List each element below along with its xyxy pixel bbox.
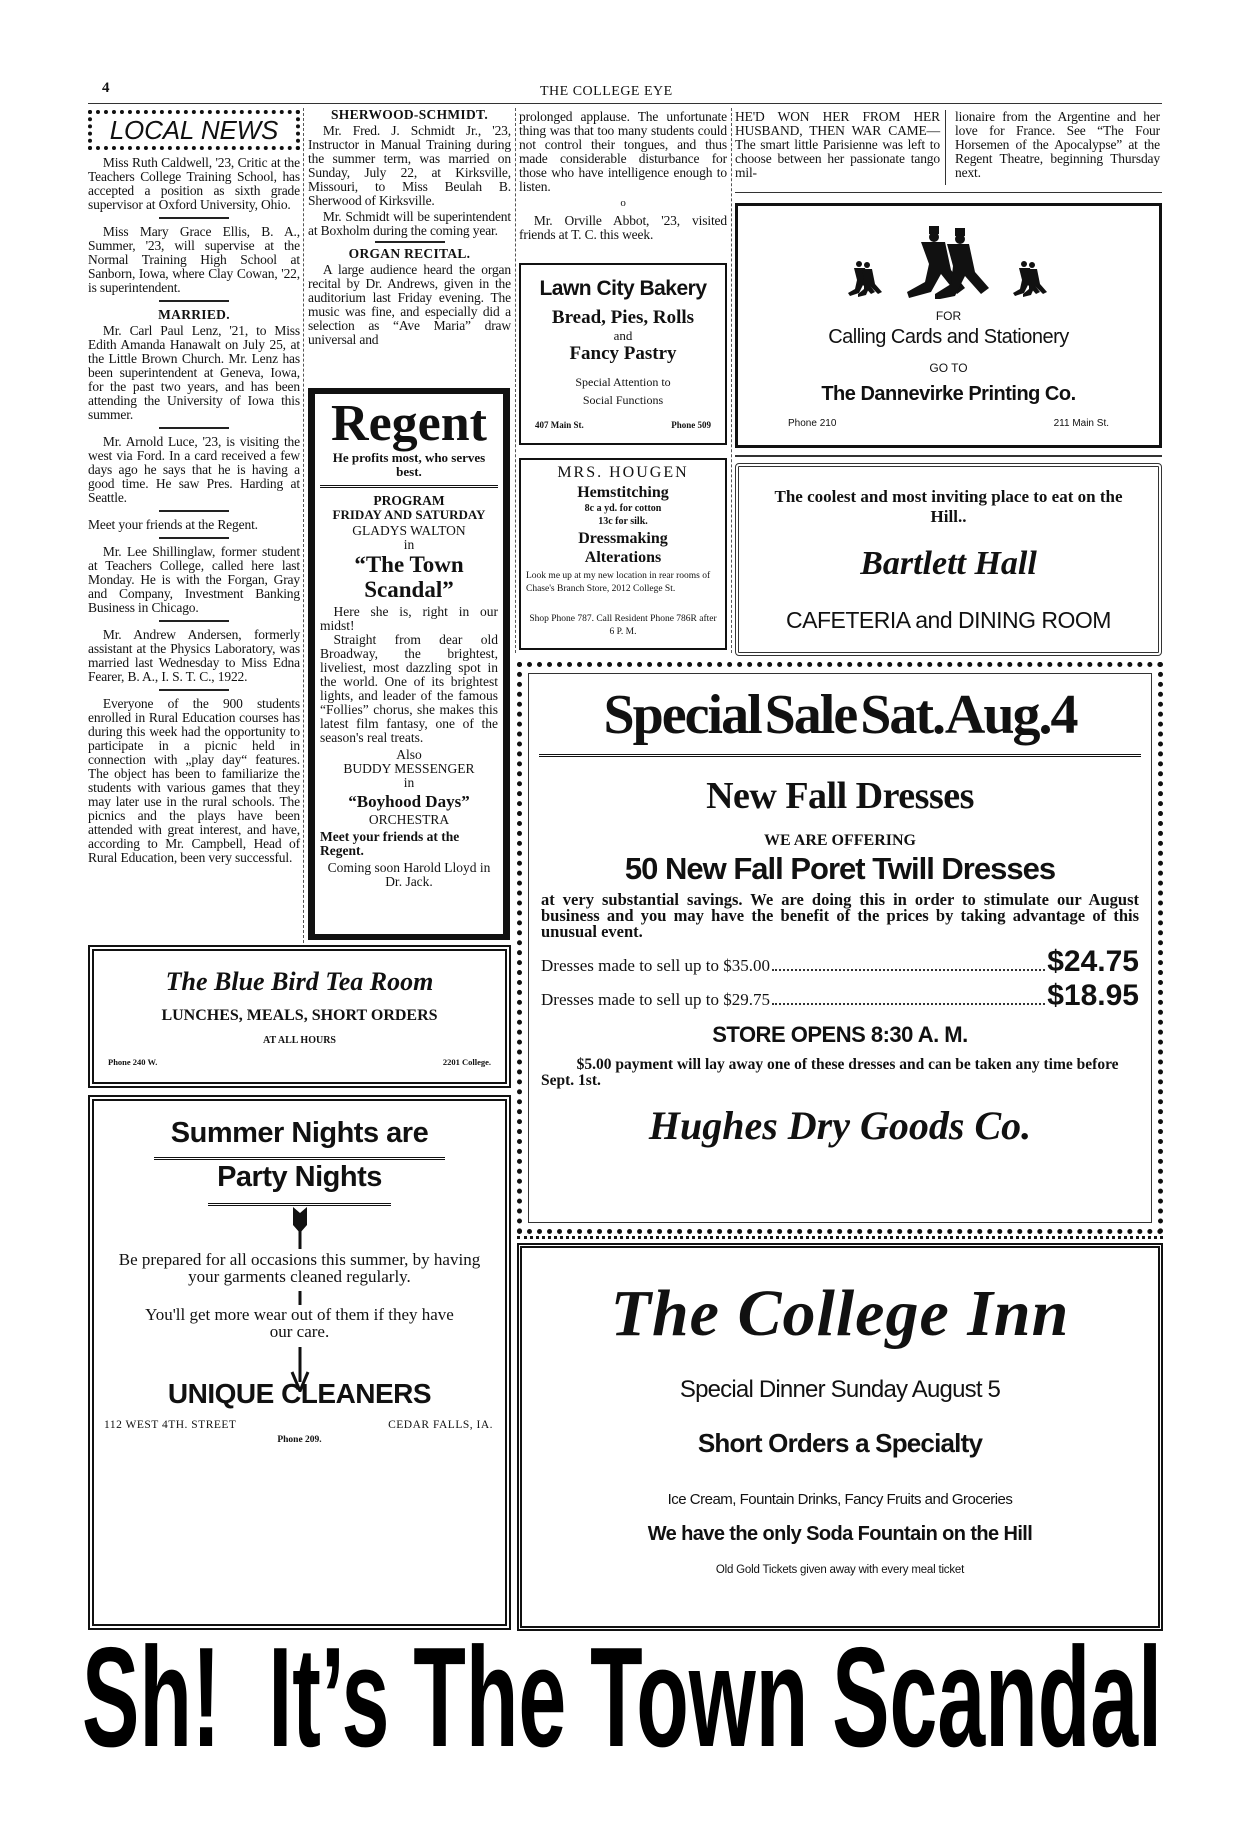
- divider: [517, 1236, 1163, 1239]
- store-name: Hughes Dry Goods Co.: [648, 1103, 1032, 1148]
- masthead: THE COLLEGE EYE: [540, 84, 673, 99]
- bakery-name: Lawn City Bakery: [539, 277, 707, 300]
- coming-soon: Coming soon Harold Lloyd in Dr. Jack.: [327, 860, 491, 889]
- also-label: Also: [396, 747, 422, 762]
- program-days: FRIDAY AND SATURDAY: [332, 507, 486, 522]
- dannevirke-ad: [735, 203, 1162, 448]
- local-news-title: LOCAL NEWS: [109, 115, 279, 145]
- bluebird-hours: AT ALL HOURS: [263, 1035, 336, 1046]
- price-value: $24.75: [1047, 945, 1139, 978]
- sale-sub: New Fall Dresses: [706, 775, 974, 817]
- walking-men-logo: [843, 224, 1053, 299]
- divider: [375, 241, 445, 243]
- hougen-line: Look me up at my new location in rear rooms of Chase's Branch Store, 2012 College St.: [526, 571, 711, 594]
- horsemen-right: lionaire from the Argentine and her love for France. See “The Four Horsemen of the Apocalypse” at the Regent Theatre, beginning Thursday next.: [955, 109, 1160, 180]
- college-inn-ad: [517, 1243, 1163, 1631]
- bluebird-address: 2201 College.: [442, 1057, 491, 1067]
- news-item: Everyone of the 900 students enrolled in Rural Education courses has during this week had the opportunity to participate in a picnic held in connection with „play day“ features. The object has been to familiarize the students with various games that they may later use in the rural schools. The picnics and the plays have been attended with great interest, and have, according to Mr. Campbell, Head of Rural Education, been very successful.: [88, 696, 300, 865]
- divider: [159, 510, 229, 512]
- program-label: PROGRAM: [373, 493, 445, 508]
- organ-text: A large audience heard the organ recital by Dr. Andrews, given in the auditorium last Friday evening. The music was fine, and especially did a selection as “Ave Maria” draw universal and: [308, 262, 511, 347]
- organ-text: prolonged applause. The unfortunate thing was that too many students could not control their tongues, and thus made considerable disturbance for those who have intelligence enough to listen.: [519, 109, 727, 194]
- divider: [735, 455, 1162, 457]
- bartlett-tagline: The coolest and most inviting place to eat on the Hill..: [774, 487, 1123, 526]
- sherwood-heading: SHERWOOD-SCHMIDT.: [330, 107, 488, 122]
- dannevirke-for: FOR: [935, 309, 962, 323]
- column-rule: [731, 108, 732, 653]
- inn-line: Old Gold Tickets given away with every meal ticket: [715, 1564, 965, 1576]
- divider: [735, 192, 1162, 193]
- hougen-line: 13c for silk.: [598, 516, 648, 527]
- film-text: Here she is, right in our midst!: [320, 604, 498, 633]
- unique-cleaners-ad: [88, 1095, 511, 1630]
- unique-phone: Phone 209.: [277, 1435, 322, 1445]
- bakery-phone: Phone 509: [671, 420, 711, 430]
- price-label: Dresses made to sell up to $35.00: [541, 956, 770, 975]
- horsemen-left: HE'D WON HER FROM HER HUSBAND, THEN WAR CAME—The smart little Parisienne was left to choose between her passionate tango mil-: [735, 109, 940, 180]
- film-text: Straight from dear old Broadway, the brightest, liveliest, most dazzling spot in the world. One of its brightest lights, and leader of the famous “Follies” chorus, she makes this latest film fantasy, one of the season's real treats.: [320, 632, 498, 745]
- sale-body: at very substantial savings. We are doing this in order to stimulate our August business and you may have the benefit of the prices by taking advantage of this unusual event.: [541, 890, 1139, 941]
- in-label: in: [403, 775, 415, 790]
- divider: [159, 620, 229, 622]
- news-item: Miss Mary Grace Ellis, B. A., Summer, '23, will supervise at the Normal Training High School at Sanborn, Iowa, where Clay Cowan, '22, is superintendent.: [88, 224, 300, 295]
- inn-line: Special Dinner Sunday August 5: [679, 1376, 1001, 1403]
- header-rule: [88, 103, 1162, 104]
- hougen-name: MRS. HOUGEN: [557, 464, 689, 481]
- in-label: in: [403, 537, 415, 552]
- hougen-line: Hemstitching: [577, 484, 669, 501]
- divider: [159, 427, 229, 429]
- star-name: GLADYS WALTON: [352, 523, 466, 538]
- star2-name: BUDDY MESSENGER: [343, 761, 475, 776]
- arrow-icon: [290, 1207, 310, 1392]
- divider: [159, 217, 229, 219]
- divider: [159, 689, 229, 691]
- sale-offering: WE ARE OFFERING: [763, 832, 916, 849]
- rule: [208, 1203, 391, 1206]
- bartlett-sub: CAFETERIA and DINING ROOM: [786, 607, 1111, 633]
- price-label: Dresses made to sell up to $29.75: [541, 990, 770, 1009]
- inn-line: We have the only Soda Fountain on the Hill: [647, 1523, 1033, 1545]
- news-item: Mr. Andrew Andersen, formerly assistant at the Physics Laboratory, was married last Wednesday to Miss Edna Fearer, B. A., I. S. T. C., 1922.: [88, 627, 300, 684]
- local-news-column: [88, 110, 300, 867]
- organ-heading: ORGAN RECITAL.: [348, 246, 471, 261]
- news-item: Mr. Lee Shillinglaw, former student at Teachers College, called here last Monday. He is with the Forgan, Gray and Company, Investment Banking Business in Chicago.: [88, 544, 300, 615]
- rule: [154, 1157, 445, 1160]
- sherwood-column: [308, 108, 511, 349]
- price-dots: [772, 995, 1045, 1005]
- married-heading: MARRIED.: [158, 307, 230, 322]
- bluebird-line: LUNCHES, MEALS, SHORT ORDERS: [161, 1007, 438, 1024]
- unique-text: You'll get more wear out of them if they have our care.: [145, 1305, 454, 1341]
- price-value: $18.95: [1047, 979, 1139, 1012]
- headline-rule: [539, 754, 1141, 757]
- news-item: Mr. Carl Paul Lenz, '21, to Miss Edith Amanda Hanawalt on July 25, at the Little Brown Church. Mr. Lenz has been superintendent at Geneva, Iowa, for the past two years, and has been attending the University of Iowa this summer.: [88, 323, 300, 422]
- unique-address: 112 WEST 4TH. STREET: [104, 1419, 237, 1431]
- unique-name: UNIQUE CLEANERS: [167, 1378, 432, 1409]
- dannevirke-name: The Dannevirke Printing Co.: [821, 383, 1076, 405]
- film2-title: “Boyhood Days”: [348, 792, 470, 811]
- hougen-line: Dressmaking: [578, 530, 668, 547]
- sale-headline: Special Sale Sat. Aug.4: [603, 684, 1077, 746]
- regent-name: Regent: [331, 395, 487, 452]
- inn-line: Short Orders a Specialty: [697, 1428, 983, 1458]
- bakery-ad: [519, 263, 727, 445]
- bakery-line: Bread, Pies, Rolls: [551, 307, 695, 328]
- unique-city: CEDAR FALLS, IA.: [388, 1419, 493, 1431]
- price-row: [541, 980, 1139, 1012]
- bakery-line: Fancy Pastry: [569, 343, 677, 364]
- column-rule: [303, 108, 304, 943]
- page-number: 4: [102, 80, 110, 96]
- abbot-text: Mr. Orville Abbot, '23, visited friends at T. C. this week.: [519, 213, 727, 242]
- dannevirke-address: 211 Main St.: [1053, 418, 1109, 429]
- price-row: [541, 946, 1139, 978]
- bluebird-phone: Phone 240 W.: [108, 1057, 158, 1067]
- bartlett-ad: [735, 463, 1162, 656]
- regent-meet: Meet your friends at the Regent.: [320, 829, 460, 858]
- dannevirke-goto: GO TO: [929, 361, 968, 375]
- news-item: Miss Ruth Caldwell, '23, Critic at the Teachers College Training School, has accepted a position as sixth grade supervisor at Oxford University, Ohio.: [88, 155, 300, 212]
- organ-continued: [519, 110, 727, 244]
- store-opens: STORE OPENS 8:30 A. M.: [712, 1022, 968, 1047]
- bakery-line: Social Functions: [582, 393, 664, 407]
- bakery-address: 407 Main St.: [535, 420, 584, 430]
- regent-motto: He profits most, who serves best.: [332, 450, 486, 479]
- bakery-line: Special Attention to: [575, 375, 671, 389]
- bakery-and: and: [613, 328, 633, 343]
- unique-line: Party Nights: [217, 1161, 382, 1193]
- dannevirke-line: Calling Cards and Stationery: [828, 326, 1069, 348]
- inn-name: The College Inn: [610, 1277, 1070, 1350]
- unique-text: Be prepared for all occasions this summer, by having your garments cleaned regularly.: [118, 1250, 481, 1286]
- divider: [159, 537, 229, 539]
- banner-text: Sh! It’s The Town Scandal: [82, 1634, 1162, 1754]
- bluebird-name: The Blue Bird Tea Room: [165, 967, 434, 996]
- local-news-banner: [88, 110, 300, 150]
- hougen-line: 8c a yd. for cotton: [584, 503, 662, 514]
- layaway: $5.00 payment will lay away one of these dresses and can be taken any time before Sept. 1st.: [541, 1056, 1119, 1089]
- town-scandal-banner: [80, 1634, 1165, 1754]
- hughes-sale-ad: [517, 662, 1163, 1234]
- hougen-line: Alterations: [584, 549, 662, 566]
- regent-rule: [320, 485, 498, 488]
- film-title: “The Town Scandal”: [354, 552, 464, 602]
- sherwood-text: Mr. Fred. J. Schmidt Jr., '23, Instructor in Manual Training during the summer term, was married on Sunday, July 22, at Kirksville, Missouri, to Miss Beulah B. Sherwood of Kirksville.: [308, 123, 511, 208]
- dannevirke-phone: Phone 210: [788, 418, 837, 429]
- price-dots: [772, 961, 1045, 971]
- separator: o: [620, 197, 626, 209]
- hougen-line: Shop Phone 787. Call Resident Phone 786R after 6 P. M.: [529, 614, 717, 637]
- news-item: Mr. Arnold Luce, '23, is visiting the west via Ford. In a card received a few days ago he says that he is having a good time. He saw Pres. Harding at Seattle.: [88, 434, 300, 505]
- orchestra-label: ORCHESTRA: [368, 812, 450, 827]
- column-rule: [515, 108, 516, 653]
- regent-ad: [308, 388, 510, 940]
- sale-offer: 50 New Fall Poret Twill Dresses: [624, 851, 1056, 886]
- sherwood-text: Mr. Schmidt will be superintendent at Boxholm during the coming year.: [308, 209, 511, 238]
- news-item: Meet your friends at the Regent.: [88, 517, 258, 532]
- hougen-ad: [519, 458, 727, 650]
- divider: [159, 300, 229, 302]
- inn-line: Ice Cream, Fountain Drinks, Fancy Fruits and Groceries: [667, 1491, 1013, 1508]
- column-rule: [945, 110, 946, 185]
- bartlett-name: Bartlett Hall: [860, 545, 1037, 582]
- unique-line: Summer Nights are: [170, 1117, 429, 1149]
- bluebird-ad: [88, 945, 511, 1088]
